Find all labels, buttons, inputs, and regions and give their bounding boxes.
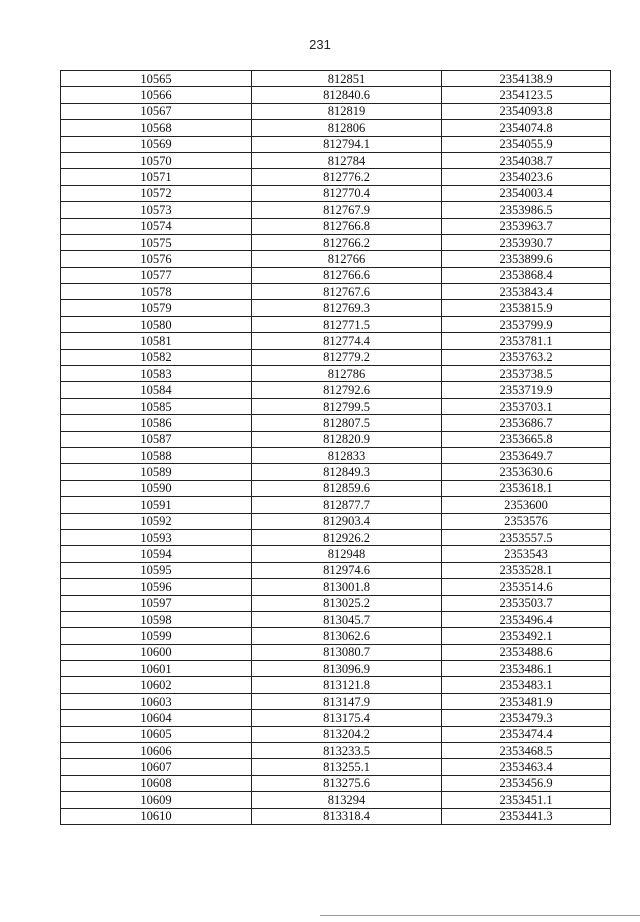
y-coordinate-cell: 2353479.3 — [442, 710, 611, 726]
y-coordinate-cell: 2353456.9 — [442, 775, 611, 791]
y-coordinate-cell: 2353649.7 — [442, 447, 611, 463]
x-coordinate-cell: 813294 — [252, 792, 442, 808]
point-id-cell: 10582 — [61, 349, 252, 365]
table-row — [61, 693, 611, 709]
point-id-cell: 10585 — [61, 398, 252, 414]
point-id-cell: 10589 — [61, 464, 252, 480]
y-coordinate-cell: 2354138.9 — [442, 71, 611, 87]
point-id-cell: 10573 — [61, 202, 252, 218]
table-row — [61, 415, 611, 431]
table-row — [61, 579, 611, 595]
point-id-cell: 10594 — [61, 546, 252, 562]
table-row — [61, 333, 611, 349]
table-row — [61, 366, 611, 382]
point-id-cell: 10584 — [61, 382, 252, 398]
point-id-cell: 10593 — [61, 529, 252, 545]
table-row — [61, 808, 611, 824]
y-coordinate-cell: 2353474.4 — [442, 726, 611, 742]
table-row — [61, 382, 611, 398]
y-coordinate-cell: 2353486.1 — [442, 661, 611, 677]
y-coordinate-cell: 2353481.9 — [442, 693, 611, 709]
table-row — [61, 87, 611, 103]
x-coordinate-cell: 813045.7 — [252, 611, 442, 627]
y-coordinate-cell: 2353451.1 — [442, 792, 611, 808]
point-id-cell: 10583 — [61, 366, 252, 382]
x-coordinate-cell: 813062.6 — [252, 628, 442, 644]
x-coordinate-cell: 812767.6 — [252, 284, 442, 300]
point-id-cell: 10577 — [61, 267, 252, 283]
y-coordinate-cell: 2353703.1 — [442, 398, 611, 414]
x-coordinate-cell: 812771.5 — [252, 316, 442, 332]
y-coordinate-cell: 2353630.6 — [442, 464, 611, 480]
point-id-cell: 10574 — [61, 218, 252, 234]
y-coordinate-cell: 2353514.6 — [442, 579, 611, 595]
point-id-cell: 10609 — [61, 792, 252, 808]
x-coordinate-cell: 813275.6 — [252, 775, 442, 791]
x-coordinate-cell: 813147.9 — [252, 693, 442, 709]
x-coordinate-cell: 813255.1 — [252, 759, 442, 775]
y-coordinate-cell: 2353463.4 — [442, 759, 611, 775]
x-coordinate-cell: 812948 — [252, 546, 442, 562]
point-id-cell: 10605 — [61, 726, 252, 742]
y-coordinate-cell: 2354055.9 — [442, 136, 611, 152]
table-row — [61, 316, 611, 332]
table-row — [61, 546, 611, 562]
point-id-cell: 10569 — [61, 136, 252, 152]
x-coordinate-cell: 813001.8 — [252, 579, 442, 595]
point-id-cell: 10596 — [61, 579, 252, 595]
point-id-cell: 10578 — [61, 284, 252, 300]
table-row — [61, 661, 611, 677]
y-coordinate-cell: 2353815.9 — [442, 300, 611, 316]
table-row — [61, 710, 611, 726]
x-coordinate-cell: 812926.2 — [252, 529, 442, 545]
coordinate-table — [60, 70, 611, 825]
x-coordinate-cell: 812840.6 — [252, 87, 442, 103]
table-row — [61, 152, 611, 168]
table-row — [61, 775, 611, 791]
x-coordinate-cell: 812792.6 — [252, 382, 442, 398]
point-id-cell: 10595 — [61, 562, 252, 578]
y-coordinate-cell: 2353528.1 — [442, 562, 611, 578]
x-coordinate-cell: 812806 — [252, 120, 442, 136]
table-row — [61, 120, 611, 136]
x-coordinate-cell: 812766.2 — [252, 234, 442, 250]
table-row — [61, 251, 611, 267]
x-coordinate-cell: 812799.5 — [252, 398, 442, 414]
y-coordinate-cell: 2353738.5 — [442, 366, 611, 382]
x-coordinate-cell: 812859.6 — [252, 480, 442, 496]
table-row — [61, 611, 611, 627]
y-coordinate-cell: 2354093.8 — [442, 103, 611, 119]
x-coordinate-cell: 813096.9 — [252, 661, 442, 677]
y-coordinate-cell: 2353899.6 — [442, 251, 611, 267]
x-coordinate-cell: 813080.7 — [252, 644, 442, 660]
table-row — [61, 103, 611, 119]
table-row — [61, 726, 611, 742]
y-coordinate-cell: 2353503.7 — [442, 595, 611, 611]
y-coordinate-cell: 2353576 — [442, 513, 611, 529]
table-row — [61, 284, 611, 300]
y-coordinate-cell: 2353557.5 — [442, 529, 611, 545]
x-coordinate-cell: 812770.4 — [252, 185, 442, 201]
x-coordinate-cell: 812849.3 — [252, 464, 442, 480]
y-coordinate-cell: 2353986.5 — [442, 202, 611, 218]
table-row — [61, 202, 611, 218]
table-row — [61, 595, 611, 611]
y-coordinate-cell: 2353763.2 — [442, 349, 611, 365]
table-row — [61, 431, 611, 447]
y-coordinate-cell: 2353483.1 — [442, 677, 611, 693]
coordinate-table-body — [61, 71, 611, 825]
point-id-cell: 10608 — [61, 775, 252, 791]
y-coordinate-cell: 2353618.1 — [442, 480, 611, 496]
point-id-cell: 10599 — [61, 628, 252, 644]
table-row — [61, 792, 611, 808]
x-coordinate-cell: 813318.4 — [252, 808, 442, 824]
table-row — [61, 497, 611, 513]
point-id-cell: 10567 — [61, 103, 252, 119]
table-row — [61, 529, 611, 545]
x-coordinate-cell: 812851 — [252, 71, 442, 87]
x-coordinate-cell: 812767.9 — [252, 202, 442, 218]
point-id-cell: 10575 — [61, 234, 252, 250]
point-id-cell: 10601 — [61, 661, 252, 677]
x-coordinate-cell: 812833 — [252, 447, 442, 463]
table-row — [61, 644, 611, 660]
table-row — [61, 300, 611, 316]
table-row — [61, 513, 611, 529]
y-coordinate-cell: 2353930.7 — [442, 234, 611, 250]
x-coordinate-cell: 812776.2 — [252, 169, 442, 185]
y-coordinate-cell: 2353665.8 — [442, 431, 611, 447]
table-row — [61, 169, 611, 185]
x-coordinate-cell: 813121.8 — [252, 677, 442, 693]
x-coordinate-cell: 812794.1 — [252, 136, 442, 152]
x-coordinate-cell: 812786 — [252, 366, 442, 382]
x-coordinate-cell: 812766 — [252, 251, 442, 267]
table-row — [61, 464, 611, 480]
x-coordinate-cell: 812779.2 — [252, 349, 442, 365]
point-id-cell: 10590 — [61, 480, 252, 496]
x-coordinate-cell: 813204.2 — [252, 726, 442, 742]
point-id-cell: 10588 — [61, 447, 252, 463]
table-row — [61, 234, 611, 250]
table-row — [61, 447, 611, 463]
y-coordinate-cell: 2353686.7 — [442, 415, 611, 431]
table-row — [61, 743, 611, 759]
table-row — [61, 480, 611, 496]
point-id-cell: 10606 — [61, 743, 252, 759]
point-id-cell: 10571 — [61, 169, 252, 185]
page-edge-line — [320, 915, 640, 916]
x-coordinate-cell: 812807.5 — [252, 415, 442, 431]
table-row — [61, 185, 611, 201]
y-coordinate-cell: 2353543 — [442, 546, 611, 562]
point-id-cell: 10579 — [61, 300, 252, 316]
x-coordinate-cell: 812774.4 — [252, 333, 442, 349]
y-coordinate-cell: 2353868.4 — [442, 267, 611, 283]
y-coordinate-cell: 2353441.3 — [442, 808, 611, 824]
x-coordinate-cell: 812766.8 — [252, 218, 442, 234]
y-coordinate-cell: 2353719.9 — [442, 382, 611, 398]
x-coordinate-cell: 813025.2 — [252, 595, 442, 611]
y-coordinate-cell: 2353781.1 — [442, 333, 611, 349]
y-coordinate-cell: 2354038.7 — [442, 152, 611, 168]
y-coordinate-cell: 2354023.6 — [442, 169, 611, 185]
y-coordinate-cell: 2353600 — [442, 497, 611, 513]
table-row — [61, 759, 611, 775]
x-coordinate-cell: 813233.5 — [252, 743, 442, 759]
table-row — [61, 677, 611, 693]
point-id-cell: 10568 — [61, 120, 252, 136]
point-id-cell: 10604 — [61, 710, 252, 726]
point-id-cell: 10603 — [61, 693, 252, 709]
point-id-cell: 10610 — [61, 808, 252, 824]
y-coordinate-cell: 2353963.7 — [442, 218, 611, 234]
point-id-cell: 10591 — [61, 497, 252, 513]
point-id-cell: 10570 — [61, 152, 252, 168]
x-coordinate-cell: 812820.9 — [252, 431, 442, 447]
y-coordinate-cell: 2354123.5 — [442, 87, 611, 103]
point-id-cell: 10587 — [61, 431, 252, 447]
point-id-cell: 10597 — [61, 595, 252, 611]
table-row — [61, 218, 611, 234]
x-coordinate-cell: 812766.6 — [252, 267, 442, 283]
y-coordinate-cell: 2353488.6 — [442, 644, 611, 660]
table-row — [61, 267, 611, 283]
point-id-cell: 10602 — [61, 677, 252, 693]
point-id-cell: 10565 — [61, 71, 252, 87]
y-coordinate-cell: 2353496.4 — [442, 611, 611, 627]
page-number: 231 — [309, 37, 331, 52]
point-id-cell: 10586 — [61, 415, 252, 431]
x-coordinate-cell: 812903.4 — [252, 513, 442, 529]
point-id-cell: 10598 — [61, 611, 252, 627]
table-row — [61, 71, 611, 87]
table-row — [61, 628, 611, 644]
coordinate-table-container — [60, 70, 610, 825]
point-id-cell: 10576 — [61, 251, 252, 267]
point-id-cell: 10600 — [61, 644, 252, 660]
y-coordinate-cell: 2353492.1 — [442, 628, 611, 644]
x-coordinate-cell: 813175.4 — [252, 710, 442, 726]
x-coordinate-cell: 812784 — [252, 152, 442, 168]
point-id-cell: 10592 — [61, 513, 252, 529]
y-coordinate-cell: 2353799.9 — [442, 316, 611, 332]
table-row — [61, 562, 611, 578]
y-coordinate-cell: 2354003.4 — [442, 185, 611, 201]
table-row — [61, 136, 611, 152]
x-coordinate-cell: 812877.7 — [252, 497, 442, 513]
y-coordinate-cell: 2354074.8 — [442, 120, 611, 136]
table-row — [61, 349, 611, 365]
y-coordinate-cell: 2353843.4 — [442, 284, 611, 300]
x-coordinate-cell: 812769.3 — [252, 300, 442, 316]
point-id-cell: 10580 — [61, 316, 252, 332]
point-id-cell: 10607 — [61, 759, 252, 775]
table-row — [61, 398, 611, 414]
point-id-cell: 10581 — [61, 333, 252, 349]
point-id-cell: 10572 — [61, 185, 252, 201]
x-coordinate-cell: 812974.6 — [252, 562, 442, 578]
x-coordinate-cell: 812819 — [252, 103, 442, 119]
point-id-cell: 10566 — [61, 87, 252, 103]
y-coordinate-cell: 2353468.5 — [442, 743, 611, 759]
